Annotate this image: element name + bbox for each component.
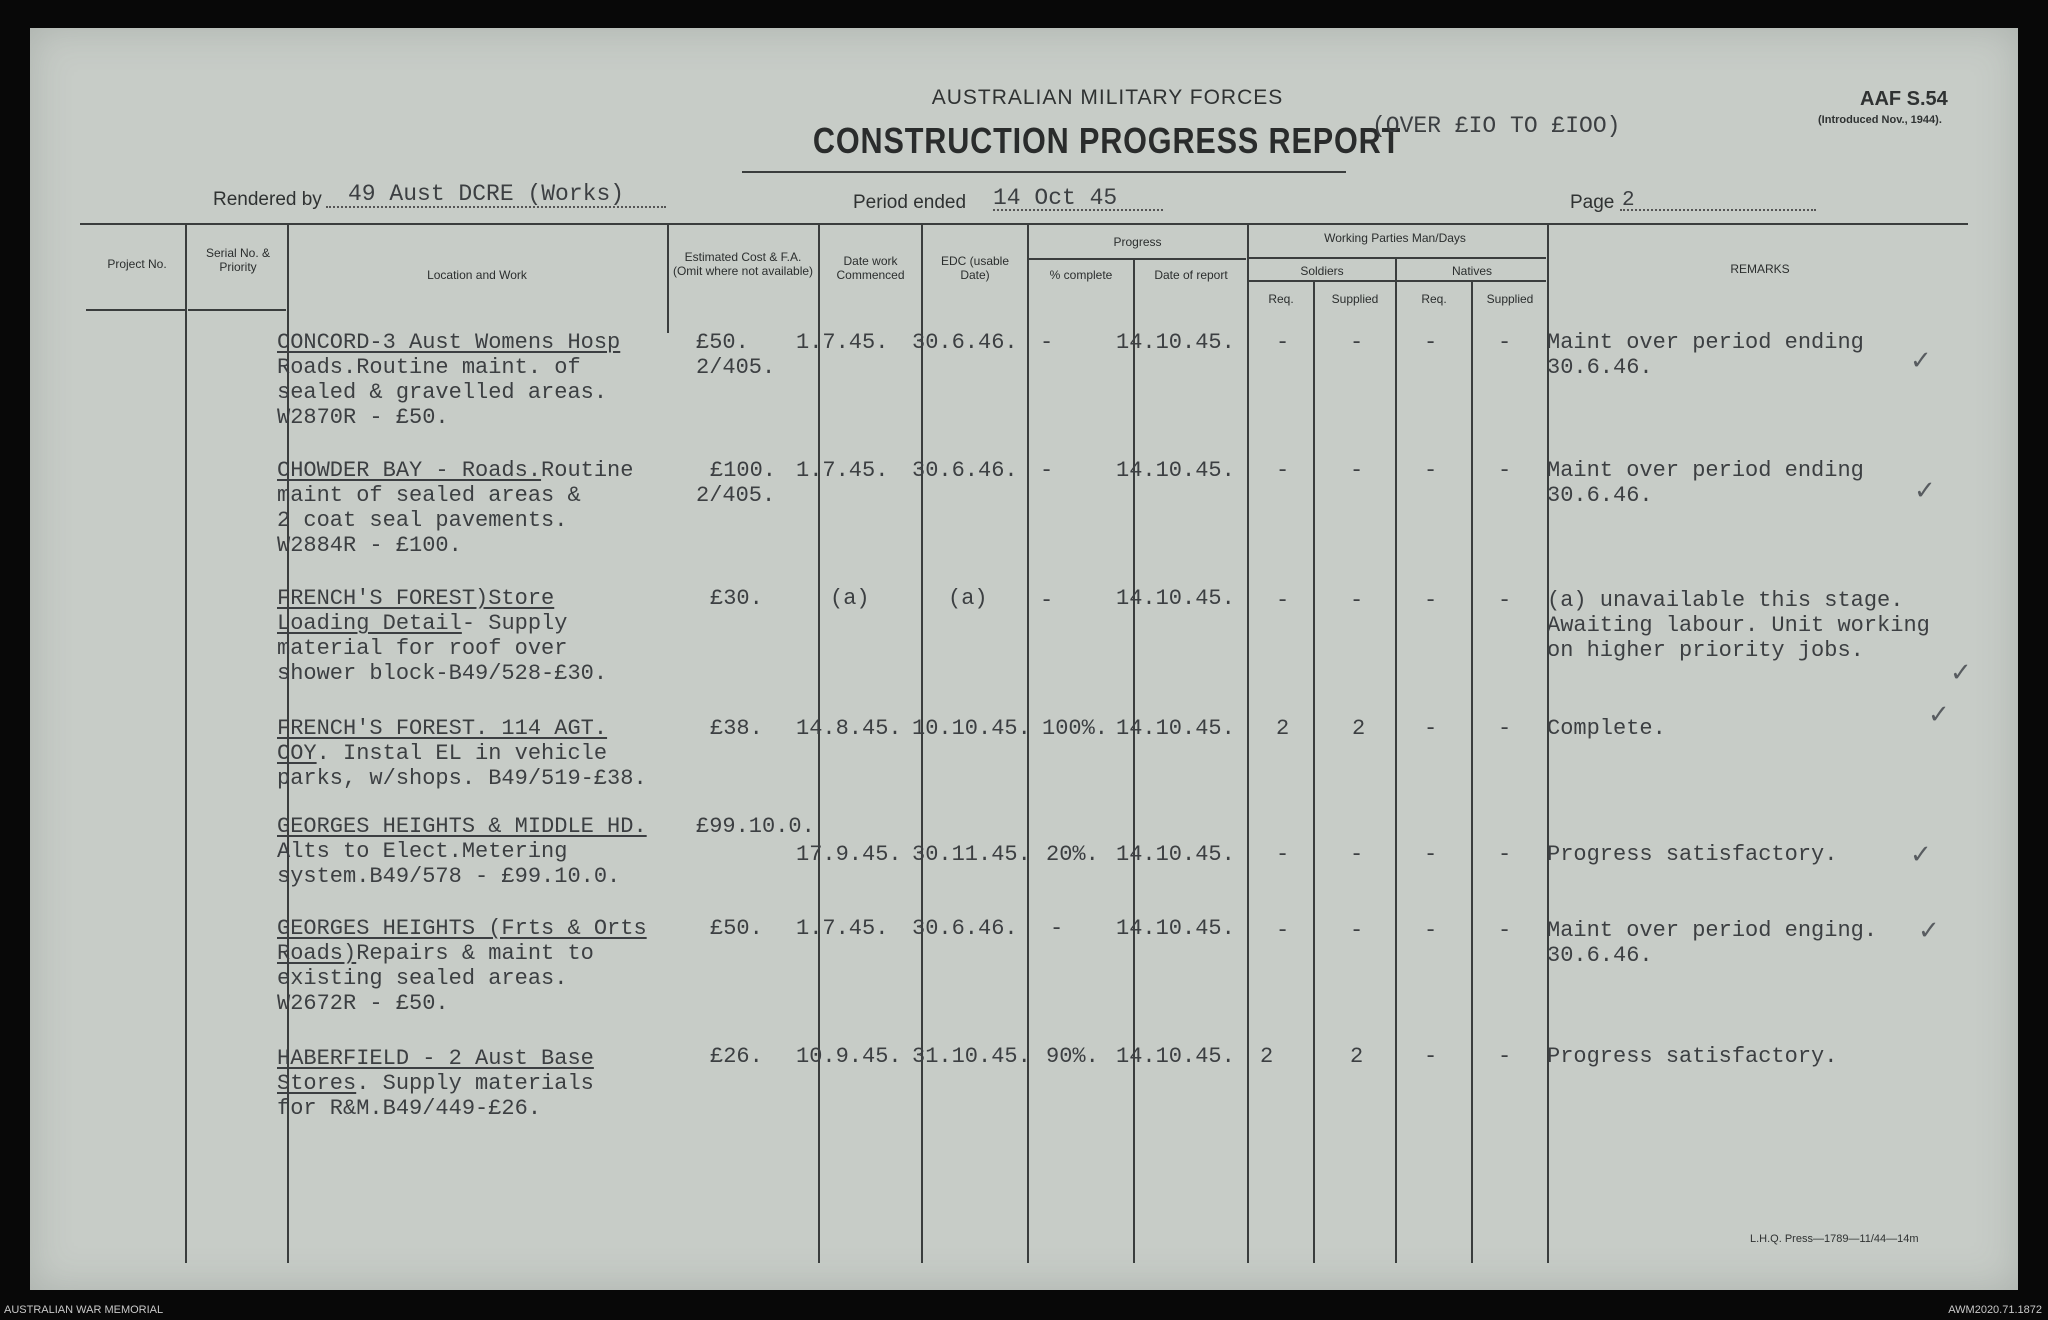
row3-remarks-line1: (a) unavailable this stage. [1547, 588, 1904, 613]
row4-location-underlined-rest: . Instal EL in vehicle [316, 741, 608, 766]
col-soldiers-supplied: Supplied [1331, 292, 1379, 306]
check-mark-icon: ✓ [1914, 476, 1936, 506]
row3-location-line3: shower block-B49/528-£30. [277, 661, 608, 686]
row3-remarks-line2: Awaiting labour. Unit working [1547, 613, 1930, 638]
row3-location-line2: material for roof over [277, 636, 568, 661]
row3-location-underlined-rest: - Supply [461, 611, 568, 636]
row2-pct: - [1040, 458, 1054, 483]
row7-location-line2: for R&M.B49/449-£26. [277, 1096, 542, 1121]
row2-cost: £100. [710, 458, 777, 483]
row2-cost-fa: 2/405. [696, 483, 776, 508]
row1-remarks-line1: Maint over period ending [1547, 330, 1864, 355]
row3-remarks-line3: on higher priority jobs. [1547, 638, 1864, 663]
report-title: CONSTRUCTION PROGRESS REPORT [813, 120, 1402, 161]
row2-location-title-wrap [277, 458, 633, 483]
row4-cost: £38. [710, 716, 763, 741]
row4-natives-supplied: - [1498, 716, 1512, 741]
row7-edc: 31.10.45. [912, 1044, 1031, 1069]
col-divider-7 [1133, 259, 1135, 1263]
col-location: Location and Work [427, 268, 527, 282]
row2-natives-req: - [1424, 458, 1438, 483]
col-natives-supplied: Supplied [1486, 292, 1534, 306]
org-name: AUSTRALIAN MILITARY FORCES [931, 86, 1284, 109]
col-natives-req: Req. [1421, 292, 1447, 306]
check-mark-icon: ✓ [1910, 346, 1932, 376]
row1-commenced: 1.7.45. [796, 330, 889, 355]
check-mark-icon: ✓ [1918, 916, 1940, 946]
working-under-line [1248, 257, 1546, 259]
row2-soldiers-supplied: - [1350, 458, 1364, 483]
row7-soldiers-supplied: 2 [1350, 1044, 1364, 1069]
row1-pct: - [1040, 330, 1054, 355]
page-value: 2 [1622, 189, 1635, 212]
row6-natives-req: - [1424, 918, 1438, 943]
row5-location-line1: Alts to Elect.Metering [277, 839, 568, 864]
row5-report-date: 14.10.45. [1116, 842, 1235, 867]
row7-remarks-line1: Progress satisfactory. [1547, 1044, 1838, 1069]
col-divider-5 [921, 223, 923, 1263]
col-divider-11 [1471, 281, 1473, 1263]
row5-natives-supplied: - [1498, 842, 1512, 867]
row5-edc: 30.11.45. [912, 842, 1031, 867]
row6-natives-supplied: - [1498, 918, 1512, 943]
row6-report-date: 14.10.45. [1116, 916, 1235, 941]
row5-location-line2: system.B49/578 - £99.10.0. [277, 864, 621, 889]
col-commenced: Date work Commenced [836, 254, 905, 282]
check-mark-icon: ✓ [1950, 658, 1972, 688]
col-report-date: Date of report [1154, 268, 1228, 282]
row1-location-line1: Roads.Routine maint. of [277, 355, 581, 380]
row5-soldiers-supplied: - [1350, 842, 1364, 867]
row7-location-line1-wrap [277, 1071, 594, 1096]
row7-location-underlined-rest: . Supply materials [356, 1071, 594, 1096]
row1-edc: 30.6.46. [912, 330, 1018, 355]
col-divider-1 [185, 223, 187, 1263]
row4-remarks-line1: Complete. [1547, 716, 1666, 741]
row3-soldiers-supplied: - [1350, 588, 1364, 613]
col-working: Working Parties Man/Days [1324, 231, 1466, 245]
row6-soldiers-supplied: - [1350, 918, 1364, 943]
row5-location-title: GEORGES HEIGHTS & MIDDLE HD. [277, 814, 647, 839]
row2-natives-supplied: - [1498, 458, 1512, 483]
printer-imprint: L.H.Q. Press—1789—11/44—14m [1750, 1233, 1919, 1245]
progress-under-line [1028, 258, 1246, 260]
col-project-no: Project No. [107, 257, 167, 271]
row2-location-line2: 2 coat seal pavements. [277, 508, 568, 533]
row6-location-line3: W2672R - £50. [277, 991, 449, 1016]
row4-location-title: FRENCH'S FOREST. 114 AGT. [277, 716, 608, 741]
row2-location-title-rest: Routine [541, 458, 634, 483]
row1-remarks-line2: 30.6.46. [1547, 355, 1653, 380]
row7-location-title: HABERFIELD - 2 Aust Base [277, 1046, 594, 1071]
row1-location-line2: sealed & gravelled areas. [277, 380, 608, 405]
row3-location-underlined: Loading Detail [277, 611, 462, 636]
row6-pct: - [1050, 916, 1064, 941]
row6-cost: £50. [710, 916, 763, 941]
row5-soldiers-req: - [1276, 842, 1290, 867]
col-cost: Estimated Cost & F.A. (Omit where not available) [672, 250, 814, 278]
period-value: 14 Oct 45 [993, 185, 1118, 211]
row1-location-title: CONCORD-3 Aust Womens Hosp [277, 330, 621, 355]
rendered-value: 49 Aust DCRE (Works) [348, 181, 625, 207]
title-wrap [30, 120, 2048, 162]
page-dots [1620, 209, 1816, 211]
value-range: (OVER £IO TO £IOO) [1372, 113, 1621, 139]
row4-commenced: 14.8.45. [796, 716, 902, 741]
footer-accession-number: AWM2020.71.1872 [1948, 1304, 2042, 1316]
row5-cost: £99.10.0. [696, 814, 815, 839]
row1-cost: £50. [696, 330, 749, 355]
row2-location-title: CHOWDER BAY - Roads. [277, 458, 542, 483]
row2-soldiers-req: - [1276, 458, 1290, 483]
footer-archive-name: AUSTRALIAN WAR MEMORIAL [4, 1304, 164, 1316]
row6-soldiers-req: - [1276, 918, 1290, 943]
period-label: Period ended [853, 192, 967, 213]
col-divider-4 [818, 223, 820, 1263]
row2-location-line1: maint of sealed areas & [277, 483, 581, 508]
row3-soldiers-req: - [1276, 588, 1290, 613]
soldiers-under-line [1248, 280, 1546, 282]
row5-remarks-line1: Progress satisfactory. [1547, 842, 1838, 867]
row3-natives-supplied: - [1498, 588, 1512, 613]
form-intro: (Introduced Nov., 1944). [1818, 114, 1942, 126]
row5-natives-req: - [1424, 842, 1438, 867]
row7-natives-supplied: - [1498, 1044, 1512, 1069]
row6-location-line2: existing sealed areas. [277, 966, 568, 991]
col-natives: Natives [1451, 264, 1492, 278]
col-divider-3 [667, 223, 669, 333]
row6-edc: 30.6.46. [912, 916, 1018, 941]
row6-commenced: 1.7.45. [796, 916, 889, 941]
row6-location-line1-wrap [277, 941, 594, 966]
col-soldiers: Soldiers [1300, 264, 1344, 278]
row7-report-date: 14.10.45. [1116, 1044, 1235, 1069]
col-divider-6 [1027, 223, 1029, 1263]
check-mark-icon: ✓ [1910, 840, 1932, 870]
header-bottom-line-2 [188, 309, 286, 311]
row4-location-line1-wrap [277, 741, 607, 766]
row6-remarks-line2: 30.6.46. [1547, 943, 1653, 968]
row7-commenced: 10.9.45. [796, 1044, 902, 1069]
check-mark-icon: ✓ [1928, 700, 1950, 730]
row1-location-line3: W2870R - £50. [277, 405, 449, 430]
col-remarks: REMARKS [1730, 262, 1790, 276]
col-divider-10 [1395, 258, 1397, 1263]
row1-soldiers-req: - [1276, 330, 1290, 355]
col-soldiers-req: Req. [1268, 292, 1294, 306]
row3-natives-req: - [1424, 588, 1438, 613]
row2-commenced: 1.7.45. [796, 458, 889, 483]
header-bottom-line-1 [86, 309, 186, 311]
row1-report-date: 14.10.45. [1116, 330, 1235, 355]
row4-pct: 100%. [1042, 716, 1109, 741]
row7-natives-req: - [1424, 1044, 1438, 1069]
col-divider-8 [1247, 223, 1249, 1263]
row6-location-underlined-rest: Repairs & maint to [356, 941, 594, 966]
title-underline [742, 171, 1346, 173]
row1-cost-fa: 2/405. [696, 355, 776, 380]
row5-commenced: 17.9.45. [796, 842, 902, 867]
col-serial: Serial No. & Priority [205, 246, 271, 274]
row4-soldiers-supplied: 2 [1352, 716, 1366, 741]
row3-report-date: 14.10.45. [1116, 586, 1235, 611]
row6-location-underlined: Roads) [277, 941, 357, 966]
page-label: Page [1570, 192, 1615, 213]
row7-pct: 90%. [1046, 1044, 1099, 1069]
row7-soldiers-req: 2 [1260, 1044, 1274, 1069]
row4-location-line2: parks, w/shops. B49/519-£38. [277, 766, 647, 791]
col-progress: Progress [1113, 235, 1162, 249]
row1-natives-req: - [1424, 330, 1438, 355]
row3-commenced: (a) [830, 586, 870, 611]
row4-report-date: 14.10.45. [1116, 716, 1235, 741]
row2-report-date: 14.10.45. [1116, 458, 1235, 483]
row3-location-line1-wrap [277, 611, 567, 636]
row6-location-title: GEORGES HEIGHTS (Frts & Orts [277, 916, 647, 941]
row3-edc: (a) [948, 586, 988, 611]
col-pct: % complete [1049, 268, 1113, 282]
row4-natives-req: - [1424, 716, 1438, 741]
row4-location-underlined: COY [277, 741, 317, 766]
row4-soldiers-req: 2 [1276, 716, 1290, 741]
row7-cost: £26. [710, 1044, 763, 1069]
table-top-line [80, 223, 1968, 225]
row2-edc: 30.6.46. [912, 458, 1018, 483]
row5-pct: 20%. [1046, 842, 1099, 867]
row3-pct: - [1040, 588, 1054, 613]
col-edc: EDC (usable Date) [940, 254, 1010, 282]
row2-remarks-line2: 30.6.46. [1547, 483, 1653, 508]
row3-cost: £30. [710, 586, 763, 611]
col-divider-9 [1313, 281, 1315, 1263]
row2-location-line3: W2884R - £100. [277, 533, 462, 558]
row6-remarks-line1: Maint over period enging. [1547, 918, 1878, 943]
row4-edc: 10.10.45. [912, 716, 1031, 741]
row3-location-title: FRENCH'S FOREST)Store [277, 586, 555, 611]
row1-natives-supplied: - [1498, 330, 1512, 355]
form-code: AAF S.54 [1860, 88, 1948, 110]
row1-soldiers-supplied: - [1350, 330, 1364, 355]
rendered-label: Rendered by [213, 189, 322, 210]
row7-location-underlined: Stores [277, 1071, 357, 1096]
document-sheet [30, 28, 2018, 1290]
row2-remarks-line1: Maint over period ending [1547, 458, 1864, 483]
